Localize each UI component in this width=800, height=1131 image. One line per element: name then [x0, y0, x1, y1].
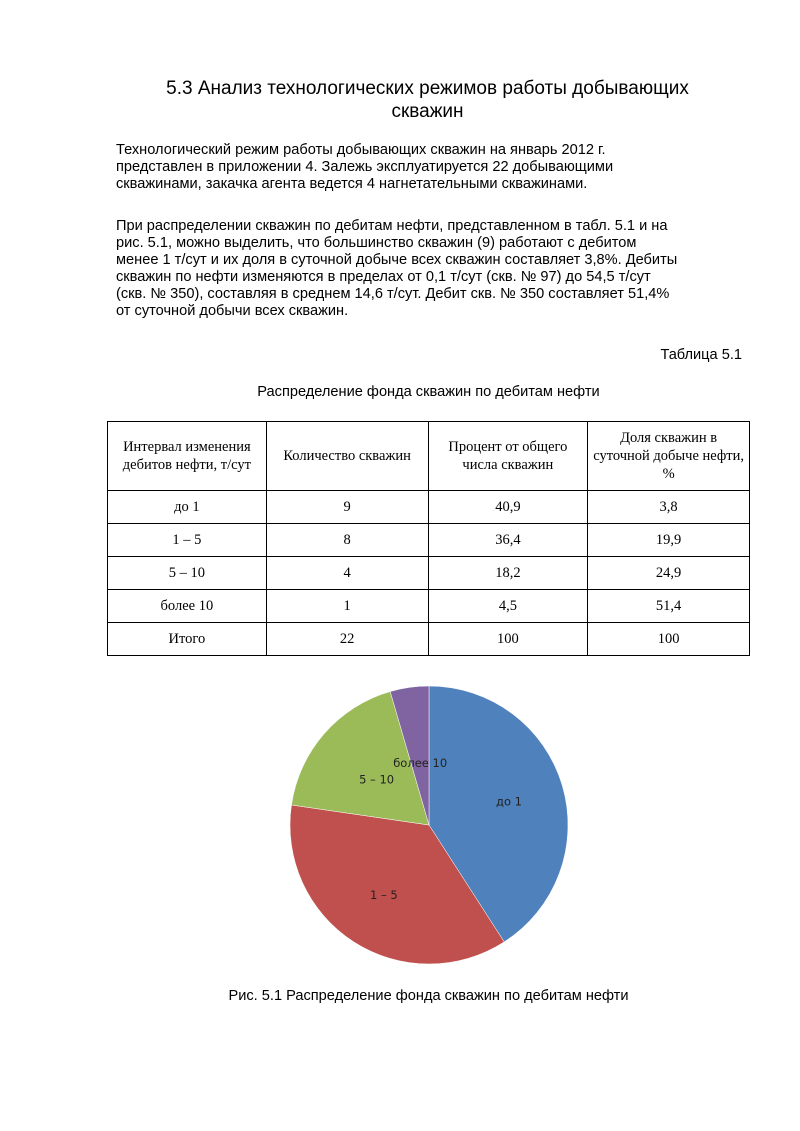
paragraph-line: представлен в приложении 4. Залежь эксплуатируется 22 добывающими — [116, 159, 614, 175]
paragraph-regime — [116, 142, 756, 193]
paragraph-line: При распределении скважин по дебитам нефти, представленном в табл. 5.1 и на — [116, 218, 668, 234]
table-row — [108, 557, 750, 590]
pie-chart — [284, 683, 574, 968]
paragraph-distribution — [116, 218, 756, 320]
table-cell: 9 — [266, 491, 428, 524]
paragraph-line: рис. 5.1, можно выделить, что большинство скважин (9) работают с дебитом — [116, 235, 637, 251]
table-cell: более 10 — [108, 590, 267, 623]
header-interval: Интервал изменения дебитов нефти, т/сут — [108, 422, 267, 491]
table-cell: 1 — [266, 590, 428, 623]
table-cell: 3,8 — [588, 491, 750, 524]
header-percent: Процент от общего числа скважин — [428, 422, 588, 491]
table-row — [108, 491, 750, 524]
table-cell: 100 — [588, 623, 750, 656]
paragraph-line: Технологический режим работы добывающих скважин на январь 2012 г. — [116, 142, 606, 158]
paragraph-line: от суточной добычи всех скважин. — [116, 303, 349, 319]
paragraph-line: скважинами, закачка агента ведется 4 нагнетательными скважинами. — [116, 176, 588, 192]
table-header-row — [108, 422, 750, 491]
table-cell: 36,4 — [428, 524, 588, 557]
table-cell: 100 — [428, 623, 588, 656]
pie-label-do-1: до 1 — [496, 794, 522, 809]
table-cell: 22 — [266, 623, 428, 656]
table-cell: 51,4 — [588, 590, 750, 623]
header-share: Доля скважин в суточной добыче нефти, % — [588, 422, 750, 491]
table-cell: 4 — [266, 557, 428, 590]
section-title: 5.3 Анализ технологических режимов работы добывающих скважин — [166, 78, 689, 122]
pie-label-bolee-10: более 10 — [393, 756, 448, 771]
wells-distribution-table — [107, 421, 750, 656]
table-cell: 24,9 — [588, 557, 750, 590]
table-cell: 1 – 5 — [108, 524, 267, 557]
paragraph-line: менее 1 т/сут и их доля в суточной добыче всех скважин составляет 3,8%. Дебиты — [116, 252, 678, 268]
table-cell: 40,9 — [428, 491, 588, 524]
pie-label-1-5: 1 – 5 — [370, 888, 398, 903]
table-number: Таблица 5.1 — [660, 347, 742, 363]
paragraph-line: скважин по нефти изменяются в пределах от 0,1 т/сут (скв. № 97) до 54,5 т/сут — [116, 269, 651, 285]
table-cell: 4,5 — [428, 590, 588, 623]
pie-label-5-10: 5 – 10 — [359, 772, 395, 787]
paragraph-line: (скв. № 350), составляя в среднем 14,6 т/сут. Дебит скв. № 350 составляет 51,4% — [116, 286, 670, 302]
table-row — [108, 590, 750, 623]
header-count: Количество скважин — [266, 422, 428, 491]
table-title: Распределение фонда скважин по дебитам нефти — [257, 384, 600, 400]
table-cell: 19,9 — [588, 524, 750, 557]
table-cell: до 1 — [108, 491, 267, 524]
table-cell: 18,2 — [428, 557, 588, 590]
table-row — [108, 524, 750, 557]
table-total-row — [108, 623, 750, 656]
table-cell: 5 – 10 — [108, 557, 267, 590]
figure-caption: Рис. 5.1 Распределение фонда скважин по дебитам нефти — [228, 988, 629, 1004]
table-cell: 8 — [266, 524, 428, 557]
table-cell: Итого — [108, 623, 267, 656]
